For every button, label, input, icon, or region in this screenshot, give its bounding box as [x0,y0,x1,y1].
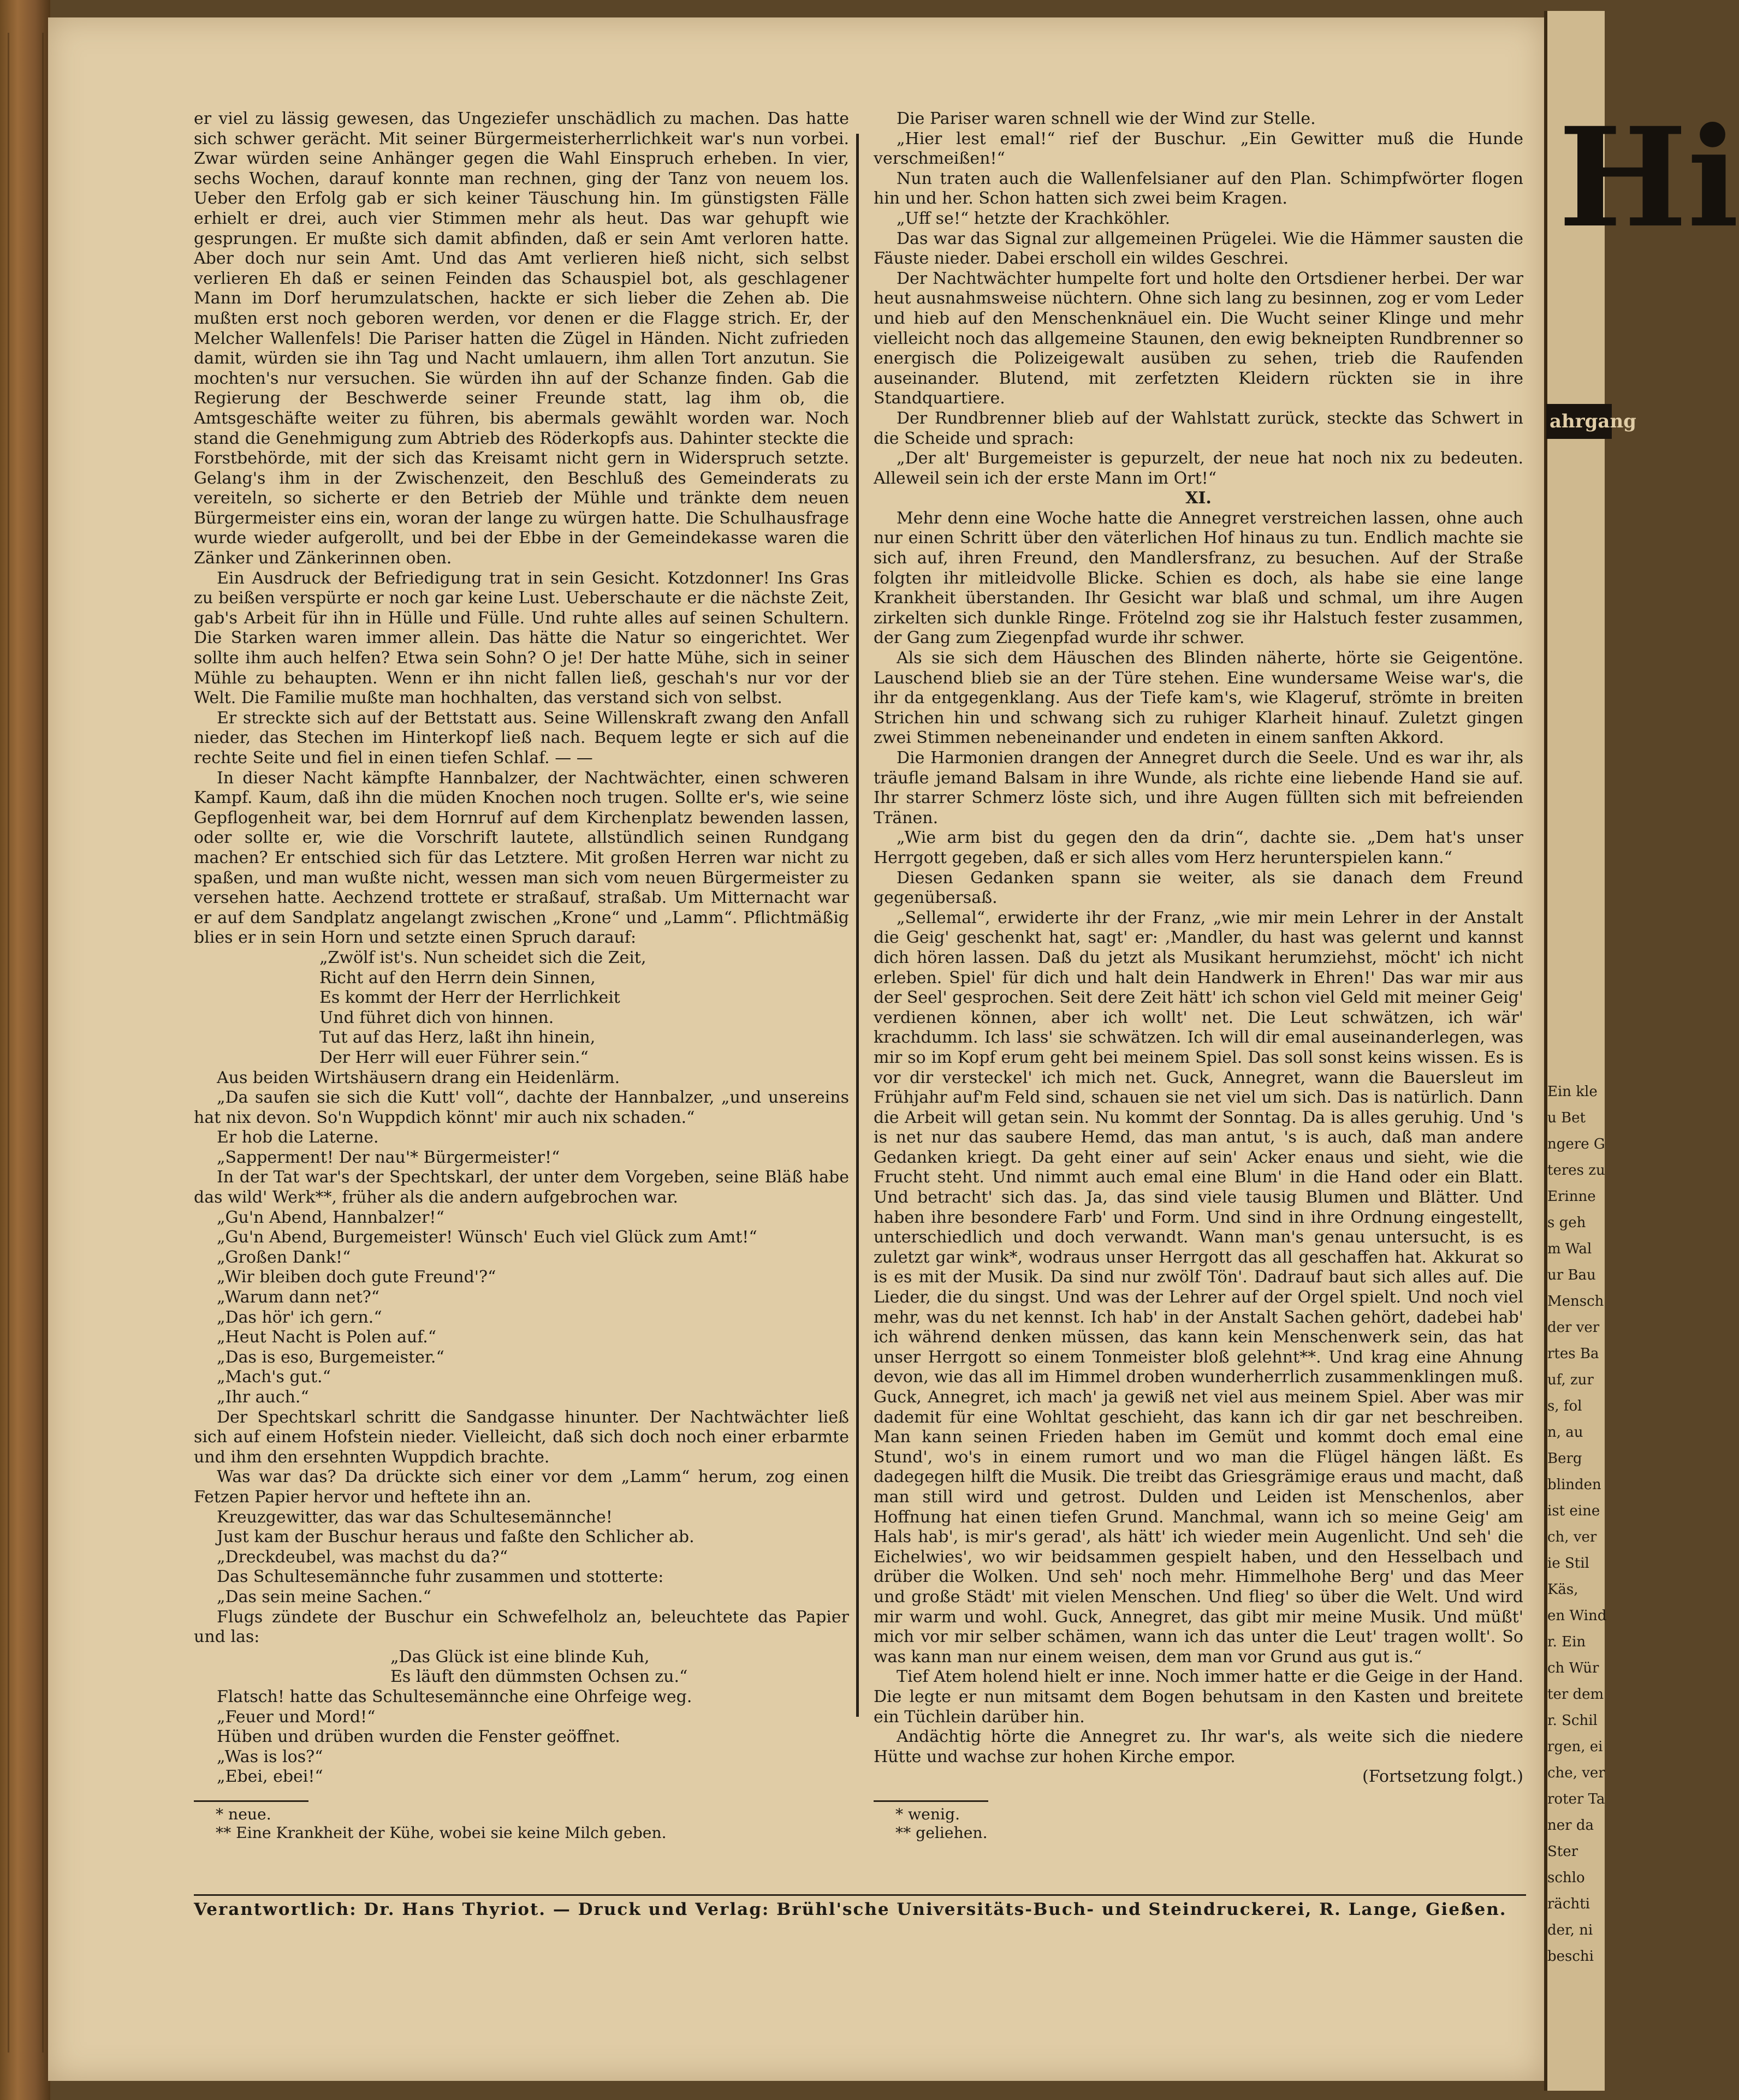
edge-line: r. Schil [1547,1712,1598,1729]
paragraph: Das war das Signal zur allgemeinen Prügelei. Wie die Hämmer sausten die Fäuste nieder. Dabei erscholl ein wildes Geschrei. [874,229,1523,269]
edge-line: ch, ver [1547,1529,1597,1545]
paragraph: Tief Atem holend hielt er inne. Noch immer hatte er die Geige in der Hand. Die legte er nun mitsamt dem Bogen behutsam in den Kasten und breitete ein Tüchlein darüber hin. [874,1667,1523,1727]
edge-line: en Wind [1547,1608,1607,1624]
right-paragraphs [874,109,1523,489]
footnote-rule [874,1800,988,1802]
chapter-heading: XI. [1185,489,1212,508]
footnote: ** Eine Krankheit der Kühe, wobei sie keine Milch geben. [216,1824,667,1842]
paragraph: „Ihr auch.“ [217,1388,309,1407]
edge-line: Berg [1547,1450,1582,1467]
paragraph: Die Harmonien drangen der Annegret durch die Seele. Und es war ihr, als träufle jemand Balsam in ihre Wunde, als richte eine liebende Hand sie auf. Ihr starrer Schmerz löste sich, und ihre Augen füllten sich mit befreienden Tränen. [874,748,1523,828]
paragraph: Was war das? Da drückte sich einer vor dem „Lamm“ herum, zog einen Fetzen Papier hervor und heftete ihn an. [194,1467,849,1507]
paragraph: „Sellemal“, erwiderte ihr der Franz, „wie mir mein Lehrer in der Anstalt die Geig' geschenkt hat, sagt' er: ,Mandler, du hast was gelernt und kannst dich hören lassen. Daß du jetzt als Musikant herumziehst, möcht' ich nicht erleben. Spiel' für dich und halt dein Handwerk in Ehren!' Das war mir aus der Seel' gesprochen. Seit dere Zeit hätt' ich schon viel Geld mit meiner Geig' verdienen können, aber ich wollt' net. Die Leut schwätzen, ich wär' krachdumm. Ich lass' sie schwätzen. Ich will dir emal auseinanderlegen, was mir so im Kopf erum geht bei meinem Spiel. Das soll sonst keins wissen. Es is vor dir versteckel' ich mich net. Guck, Annegret, wann die Bauersleut im Frühjahr auf'm Feld sind, schauen sie net viel um sich. Das is natürlich. Dann die Arbeit will getan sein. Nu kommt der Sonntag. Da is alles geruhig. Und 's is net nur das saubere Hemd, das man antut, 's is auch, daß man andere Gedanken kriegt. Da geht einer auf sein' Acker enaus und sieht, wie die Frucht steht. Und nimmt auch emal eine Blum' in die Hand oder ein Blatt. Und betracht' sich das. Ja, das sind viele tausig Blumen und Blätter. Und haben ihre besondere Farb' und Form. Und sind in ihre Ordnung eingestellt, unterschiedlich und doch verwandt. Wann man's genau untersucht, is es zuletzt gar wink*, wodraus unser Herrgott das all geschaffen hat. Akkurat so is es mit der Musik. Da sind nur zwölf Tön'. Dadrauf baut sich alles auf. Die Lieder, die du singst. Und was der Lehrer auf der Orgel spielt. Und noch viel mehr, was du net kennst. Ich hab' in der Anstalt Sachen gehört, dadebei hab' ich während denken müssen, das kann kein Menschenwerk sein, das hat unser Herrgott so einem Tonmeister bloß gelehnt**. Und krag eine Ahnung devon, wie das all im Himmel droben wunderherrlich zusammenklingen muß. Guck, Annegret, ich mach' ja gewiß net viel aus meinem Spiel. Aber was mir dademit für eine Wohltat geschieht, das kann ich dir gar net beschreiben. Man kann seinen Frieden haben im Gemüt und kommt doch emal eine Stund', wo's in einem rumort und wo man die Flügel hängen läßt. Es dadegegen hilft die Musik. Die treibt das Griesgrämige eraus und macht, daß man still wird und getrost. Dulden und Leiden ist Menschenlos, aber Hoffnung hat einen tiefen Grund. Manchmal, wann ich so meine Geig' am Hals hab', is mir's gerad', als hätt' ich wieder mein Augenlicht. Und seh' die Eichelwies', wo wir beidsammen gespielt haben, und den Hesselbach und drüber die Wolken. Und seh' noch mehr. Himmelhohe Berg' und das Meer und große Städt' mit vielen Menschen. Und flieg' so über die Welt. Und wird mir warm und wohl. Guck, Annegret, das gibt mir meine Musik. Und müßt' mich vor mir selber schämen, wann ich das unter die Leut' tragen wollt'. So was kann man nur einem weisen, dem man vor Grund aus gut is.“ [874,908,1523,1667]
edge-line: Mensch [1547,1293,1604,1310]
paragraph: Nun traten auch die Wallenfelsianer auf den Plan. Schimpfwörter flogen hin und her. Schon hatten sich zwei beim Kragen. [874,169,1523,209]
adjacent-page-edge [1544,11,1739,2091]
paragraph: „Gu'n Abend, Burgemeister! Wünsch' Euch viel Glück zum Amt!“ [217,1228,757,1247]
paragraph: Der Rundbrenner blieb auf der Wahlstatt zurück, steckte das Schwert in die Scheide und sprach: [874,408,1523,448]
edge-line: rächti [1547,1896,1590,1912]
edge-line: s geh [1547,1215,1586,1231]
edge-line: ter dem [1547,1686,1604,1703]
paragraph: Ein Ausdruck der Befriedigung trat in sein Gesicht. Kotzdonner! Ins Gras zu beißen verspürte er noch gar keine Lust. Ueberschaute er die nächste Zeit, gab's Arbeit für ihn in Hülle und Fülle. Und ruhte alles auf seinen Schultern. Die Starken waren immer allein. Das hätte die Natur so eingerichtet. Wer sollte ihm auch helfen? Etwa sein Sohn? O je! Der hatte Mühe, sich in seiner Mühle zu behaupten. Wenn er ihn nicht fallen ließ, geschah's nur vor der Welt. Die Familie mußte man hochhalten, das verstand sich von selbst. [194,568,849,708]
verse-line: Es kommt der Herr der Herrlichkeit [319,988,620,1008]
paragraph: „Großen Dank!“ [217,1247,351,1267]
continued-note: (Fortsetzung folgt.) [1362,1767,1523,1787]
edge-line: r. Ein [1547,1634,1586,1650]
paragraph: „Dreckdeubel, was machst du da?“ [217,1547,508,1567]
paragraph: Er hob die Laterne. [217,1128,379,1147]
masthead-fragment: Hi [1558,97,1739,258]
edge-line: ch Wür [1547,1660,1599,1676]
footer-rule [194,1894,1526,1896]
paragraph: „Das sein meine Sachen.“ [217,1587,431,1607]
paragraph: „Heut Nacht is Polen auf.“ [217,1328,437,1347]
paragraph: „Gu'n Abend, Hannbalzer!“ [217,1207,444,1227]
paragraph: Die Pariser waren schnell wie der Wind zur Stelle. [897,109,1316,128]
footnote: * wenig. [895,1805,960,1823]
paragraph: er viel zu lässig gewesen, das Ungeziefer unschädlich zu machen. Das hatte sich schwer gerächt. Mit seiner Bürgermeisterherrlichkeit war's nun vorbei. Zwar würden seine Anhänger gegen die Wahl Einspruch erheben. In vier, sechs Wochen, darauf konnte man rechnen, ging der Tanz von neuem los. Ueber den Erfolg gab er sich keiner Täuschung hin. Im günstigsten Fälle erhielt er drei, auch vier Stimmen mehr als heut. Das war gehupft wie gesprungen. Er mußte sich damit abfinden, daß er sein Amt verloren hatte. Aber doch nur sein Amt. Und das Amt verlieren hieß nicht, sich selbst verlieren Eh daß er seinen Feinden das Schauspiel bot, als geschlagener Mann im Dorf herumzulatschen, hackte er sich lieber die Zehen ab. Die mußten erst noch geboren werden, vor denen er die Flagge strich. Er, der Melcher Wallenfels! Die Pariser hatten die Zügel in Händen. Nicht zufrieden damit, würden sie ihn Tag und Nacht umlauern, ihm allen Tort anzutun. Sie mochten's nur versuchen. Sie würden ihn auf der Schanze finden. Gab die Regierung der Beschwerde seiner Freunde statt, lag ihm ob, die Amtsgeschäfte weiter zu führen, bis abermals gewählt worden war. Noch stand die Genehmigung zum Abtrieb des Röderkopfs aus. Dahinter steckte die Forstbehörde, mit der sich das Kreisamt nicht gern in Widerspruch setzte. Gelang's ihm in der Zwischenzeit, den Beschluß des Gemeinderats zu vereiteln, so sicherte er den Betrieb der Mühle und tränkte dem neuen Bürgermeister eins ein, woran der lange zu würgen hatte. Die Schulhausfrage wurde wieder aufgerollt, und bei der Ebbe in der Gemeindekasse waren die Zänker und Zänkerinnen oben. [194,109,849,568]
paragraph: „Warum dann net?“ [217,1288,380,1307]
paragraph: Flugs zündete der Buschur ein Schwefelholz an, beleuchtete das Papier und las: [194,1607,849,1647]
edge-line: uf, zur [1547,1372,1594,1388]
edge-line: ngere G [1547,1136,1605,1152]
edge-line: m Wal [1547,1241,1592,1257]
footnote: * neue. [216,1805,271,1823]
paragraph: „Feuer und Mord!“ [217,1707,376,1727]
paragraph: „Hier lest emal!“ rief der Buschur. „Ein Gewitter muß die Hunde verschmeißen!“ [874,129,1523,169]
paragraph: „Was is los?“ [217,1747,323,1766]
book-binding [0,0,50,2100]
paragraph: Er streckte sich auf der Bettstatt aus. Seine Willenskraft zwang den Anfall nieder, das Stechen im Hinterkopf ließ nach. Bequem legte er sich auf die rechte Seite und fiel in einen tiefen Schlaf. — — [194,708,849,768]
left-dialogue [194,1068,849,1647]
paragraph: „Sapperment! Der nau'* Bürgermeister!“ [217,1147,560,1167]
edge-line: schlo [1547,1870,1585,1886]
paragraph: Just kam der Buschur heraus und faßte den Schlicher ab. [217,1527,695,1547]
edge-line: blinden [1547,1477,1601,1493]
right-chapter-text [874,509,1523,1767]
paragraph: „Da saufen sie sich die Kutt' voll“, dachte der Hannbalzer, „und unsereins hat nix devon. So'n Wuppdich könnt' mir auch nix schaden.“ [194,1088,849,1127]
edge-line: u Bet [1547,1110,1586,1126]
footnote: ** geliehen. [895,1824,988,1842]
imprint-footer: Verantwortlich: Dr. Hans Thyriot. — Druck und Verlag: Brühl'sche Universitäts-Buch- und Steindruckerei, R. Lange, Gießen. [194,1900,1507,1919]
edge-line: ur Bau [1547,1267,1596,1283]
edge-line: Ein kle [1547,1084,1598,1100]
left-paragraphs [194,109,849,948]
paragraph: Als sie sich dem Häuschen des Blinden näherte, hörte sie Geigentöne. Lauschend blieb sie an der Türe stehen. Eine wundersame Weise war's, die ihr da entgegenklang. Aus der Tiefe kam's, wie Klageruf, strömte in breiten Strichen hin und schwang sich zu ruhiger Klarheit hinauf. Zuletzt gingen zwei Stimmen nebeneinander und endeten in einem sanften Akkord. [874,649,1523,748]
edge-line: s, fol [1547,1398,1582,1414]
paragraph: „Wir bleiben doch gute Freund'?“ [217,1268,496,1287]
verse-line: Richt auf den Herrn dein Sinnen, [319,968,596,987]
left-closing [194,1687,849,1787]
edge-line: ner da [1547,1817,1594,1834]
edge-line: rgen, ei [1547,1739,1603,1755]
edge-line: beschi [1547,1948,1594,1965]
verse-line: „Zwölf ist's. Nun scheidet sich die Zeit, [319,948,646,967]
paragraph: Der Nachtwächter humpelte fort und holte den Ortsdiener herbei. Der war heut ausnahmsweise nüchtern. Ohne sich lang zu besinnen, zog er vom Leder und hieb auf den Menschenknäuel ein. Die Wucht seiner Klinge und mehr vielleicht noch das allgemeine Staunen, den ewig bekneipten Rundbrenner so energisch die Polizeigewalt ausüben zu sehen, trieb die Raufenden auseinander. Blutend, mit zerfetzten Kleidern rückten sie in ihre Standquartiere. [874,269,1523,408]
paragraph: In der Tat war's der Spechtskarl, der unter dem Vorgeben, seine Bläß habe das wild' Werk**, früher als die andern aufgebrochen war. [194,1168,849,1207]
edge-line: rtes Ba [1547,1346,1599,1362]
paragraph: Hüben und drüben wurden die Fenster geöffnet. [217,1727,620,1747]
pasted-verse [194,1647,849,1687]
right-column [874,109,1523,1843]
night-watch-verse [194,948,849,1068]
paragraph: „Mach's gut.“ [217,1367,331,1387]
paragraph: Mehr denn eine Woche hatte die Annegret verstreichen lassen, ohne auch nur einen Schritt über den väterlichen Hof hinaus zu tun. Endlich machte sie sich auf, ihren Freund, den Mandlersfranz, zu besuchen. Auf der Straße folgten ihr mitleidvolle Blicke. Schien es doch, als habe sie eine lange Krankheit überstanden. Ihr Gesicht war blaß und schmal, um ihre Augen zirkelten sich dunkle Ringe. Frötelnd zog sie ihr Halstuch fester zusammen, der Gang zum Ziegenpfad wurde ihr schwer. [874,508,1523,648]
edge-line: Ster [1547,1843,1578,1860]
paragraph: Diesen Gedanken spann sie weiter, als sie danach dem Freund gegenübersaß. [874,868,1523,908]
edge-line: roter Ta [1547,1791,1605,1807]
paragraph: „Das hör' ich gern.“ [217,1307,382,1327]
edge-line: der ver [1547,1319,1600,1336]
verse-line: Und führet dich von hinnen. [319,1008,554,1027]
verse-line: „Das Glück ist eine blinde Kuh, [390,1647,650,1667]
paragraph: Aus beiden Wirtshäusern drang ein Heidenlärm. [217,1068,620,1087]
edge-line: teres zu [1547,1162,1605,1179]
right-footnotes [874,1805,1523,1843]
paragraph: Der Spechtskarl schritt die Sandgasse hinunter. Der Nachtwächter ließ sich auf einem Hofstein nieder. Vielleicht, daß sich doch noch einer erbarmte und ihm den ersehnten Wuppdich brachte. [194,1407,849,1467]
paragraph: Das Schultesemännche fuhr zusammen und stotterte: [217,1567,664,1587]
edge-line: n, au [1547,1424,1583,1441]
paragraph: „Das is eso, Burgemeister.“ [217,1347,444,1367]
verse-line: Es läuft den dümmsten Ochsen zu.“ [390,1667,688,1687]
section-fragment: ahrgang [1546,404,1612,439]
paragraph: Flatsch! hatte das Schultesemännche eine Ohrfeige weg. [217,1687,692,1706]
paragraph: „Ebei, ebei!“ [217,1767,323,1787]
edge-line: der, ni [1547,1922,1593,1938]
paragraph: In dieser Nacht kämpfte Hannbalzer, der Nachtwächter, einen schweren Kampf. Kaum, daß ihn die müden Knochen noch trugen. Sollte er's, wie seine Gepflogenheit war, bei dem Hornruf auf dem Kirchenplatz bewenden lassen, oder sollte er, wie die Vorschrift lautete, allstündlich seinen Rundgang machen? Er entschied sich für das Letztere. Mit großen Herren war nicht zu spaßen, und man wußte nicht, wessen man sich vom neuen Bürgermeister zu versehen hatte. Aechzend trottete er straßauf, straßab. Um Mitternacht war er auf dem Sandplatz angelangt zwischen „Krone“ und „Lamm“. Pflichtmäßig blies er in sein Horn und setzte einen Spruch darauf: [194,768,849,948]
paragraph: „Wie arm bist du gegen den da drin“, dachte sie. „Dem hat's unser Herrgott gegeben, daß er sich alles vom Herz herunterspielen kann.“ [874,828,1523,867]
edge-line: ist eine [1547,1503,1600,1519]
edge-line: ie Stil [1547,1555,1589,1572]
left-footnotes [194,1805,849,1843]
paragraph: Andächtig hörte die Annegret zu. Ihr war's, als weite sich die niedere Hütte und wachse zur hohen Kirche empor. [874,1727,1523,1766]
paragraph: Kreuzgewitter, das war das Schultesemännche! [217,1507,613,1527]
edge-line: Erinne [1547,1188,1596,1205]
paragraph: „Uff se!“ hetzte der Krachköhler. [897,209,1171,228]
footnote-rule [194,1800,308,1802]
paragraph: „Der alt' Burgemeister is gepurzelt, der neue hat noch nix zu bedeuten. Alleweil sein ich der erste Mann im Ort!“ [874,449,1523,488]
edge-line: che, ver [1547,1765,1605,1781]
verse-line: Tut auf das Herz, laßt ihn hinein, [319,1028,596,1048]
left-column [194,109,849,1843]
verse-line: Der Herr will euer Führer sein.“ [319,1048,589,1067]
column-divider [856,134,859,1717]
edge-line: Käs, [1547,1581,1578,1598]
